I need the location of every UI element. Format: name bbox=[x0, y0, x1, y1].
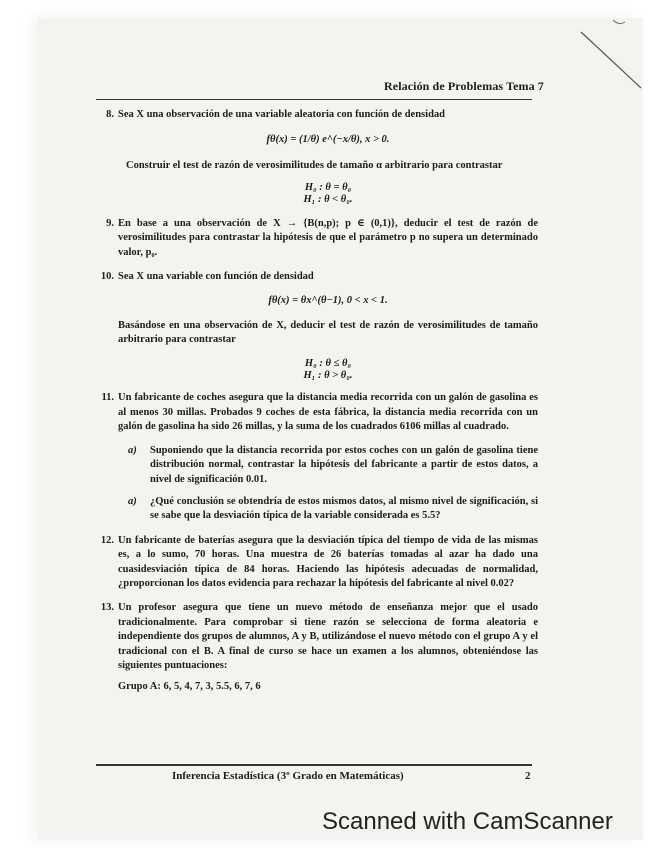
problem-number: 9. bbox=[106, 217, 114, 229]
problem-13 bbox=[92, 601, 538, 695]
header-rule bbox=[96, 99, 532, 100]
hypotheses bbox=[118, 358, 538, 383]
problem-intro: Sea X una observación de una variable aleatoria con función de densidad bbox=[118, 109, 445, 120]
group-values: 6, 5, 4, 7, 3, 5.5, 6, 7, 6 bbox=[163, 681, 261, 693]
subquestion-label: a) bbox=[128, 495, 137, 507]
problem-10 bbox=[92, 270, 538, 383]
header-title: Relación de Problemas Tema 7 bbox=[384, 79, 544, 93]
null-hypothesis: H₀ : θ ≤ θ₀ bbox=[304, 357, 352, 369]
null-hypothesis: H₀ : θ = θ₀ bbox=[304, 181, 352, 193]
group-label: Grupo A: bbox=[118, 681, 161, 693]
hypotheses bbox=[118, 182, 538, 207]
page-corner-mark bbox=[553, 18, 643, 108]
problem-text: Un profesor asegura que tiene un nuevo método de enseñanza mejor que el usado tradicionalmente. Para comprobar si tiene razón se selecciona de forma aleatoria e independiente dos grupos de alumnos, A y B, utilizándose el nuevo método con el grupo A y el tradicional con el B. A final de curso se hace un examen a los alumnos, obteniéndose las siguientes puntuaciones: bbox=[118, 602, 538, 672]
problem-number: 8. bbox=[106, 109, 114, 120]
problem-number: 12. bbox=[100, 534, 114, 546]
subquestion-a bbox=[128, 444, 538, 488]
problem-text: Construir el test de razón de verosimilitudes de tamaño α arbitrario para contrastar bbox=[126, 160, 503, 172]
subquestion-text: ¿Qué conclusión se obtendría de estos mismos datos, al mismo nivel de significación, si se sabe que la desviación típica de la variable considerada es 5.5? bbox=[150, 495, 538, 522]
subquestion-text: Suponiendo que la distancia recorrida por estos coches con un galón de gasolina tiene distribución normal, contrastar la hipótesis del fabricante a partir de estos datos, a nivel de significación 0.01. bbox=[150, 444, 538, 485]
problem-11 bbox=[92, 391, 538, 524]
problem-12 bbox=[92, 534, 538, 592]
problem-8 bbox=[92, 108, 538, 207]
footer-rule bbox=[96, 764, 532, 766]
problem-text: Un fabricante de coches asegura que la distancia media recorrida con un galón de gasolina es al menos 30 millas. Probados 9 coches de esta fábrica, la distancia media recorrida con un galón de gasolina ha sido 26 millas, y la suma de los cuadrados 6106 millas al cuadrado. bbox=[118, 391, 538, 433]
density-formula: fθ(x) = θx^(θ−1), 0 < x < 1. bbox=[268, 295, 388, 307]
problem-number: 11. bbox=[101, 391, 114, 403]
problem-list bbox=[92, 108, 538, 695]
group-scores bbox=[118, 680, 538, 695]
footer-title: Inferencia Estadística (3º Grado en Matemáticas) bbox=[172, 770, 404, 782]
camscanner-watermark: Scanned with CamScanner bbox=[322, 808, 613, 835]
problem-number: 13. bbox=[100, 602, 114, 614]
problem-text: Basándose en una observación de X, deducir el test de razón de verosimilitudes de tamaño arbitrario para contrastar bbox=[118, 319, 538, 346]
problem-intro: Sea X una variable con función de densidad bbox=[118, 270, 314, 282]
problem-text: Un fabricante de baterías asegura que la desviación típica del tiempo de vida de las mismas es, a lo sumo, 70 horas. Una muestra de 26 baterías tomadas al azar ha dado una cuasidesviación típica de 84 horas. Haciendo las hipótesis adecuadas de normalidad, ¿proporcionan los datos evidencia para rechazar la hipótesis del fabricante al nivel 0.02? bbox=[118, 534, 538, 590]
subquestion-label: a) bbox=[128, 444, 137, 456]
density-formula: fθ(x) = (1/θ) e^(−x/θ), x > 0. bbox=[266, 133, 390, 145]
problem-text: En base a una observación de X → {B(n,p); p ∈ (0,1)}, deducir el test de razón de verosimilitudes para contrastar la hipótesis de que el parámetro p no supera un determinado valor, p₀. bbox=[118, 217, 538, 258]
alt-hypothesis: H₁ : θ < θ₀. bbox=[303, 194, 353, 206]
problem-9 bbox=[92, 217, 538, 261]
alt-hypothesis: H₁ : θ > θ₀. bbox=[303, 370, 353, 382]
page-number: 2 bbox=[525, 770, 531, 782]
problem-number: 10. bbox=[100, 270, 114, 282]
subquestion-b bbox=[128, 495, 538, 524]
